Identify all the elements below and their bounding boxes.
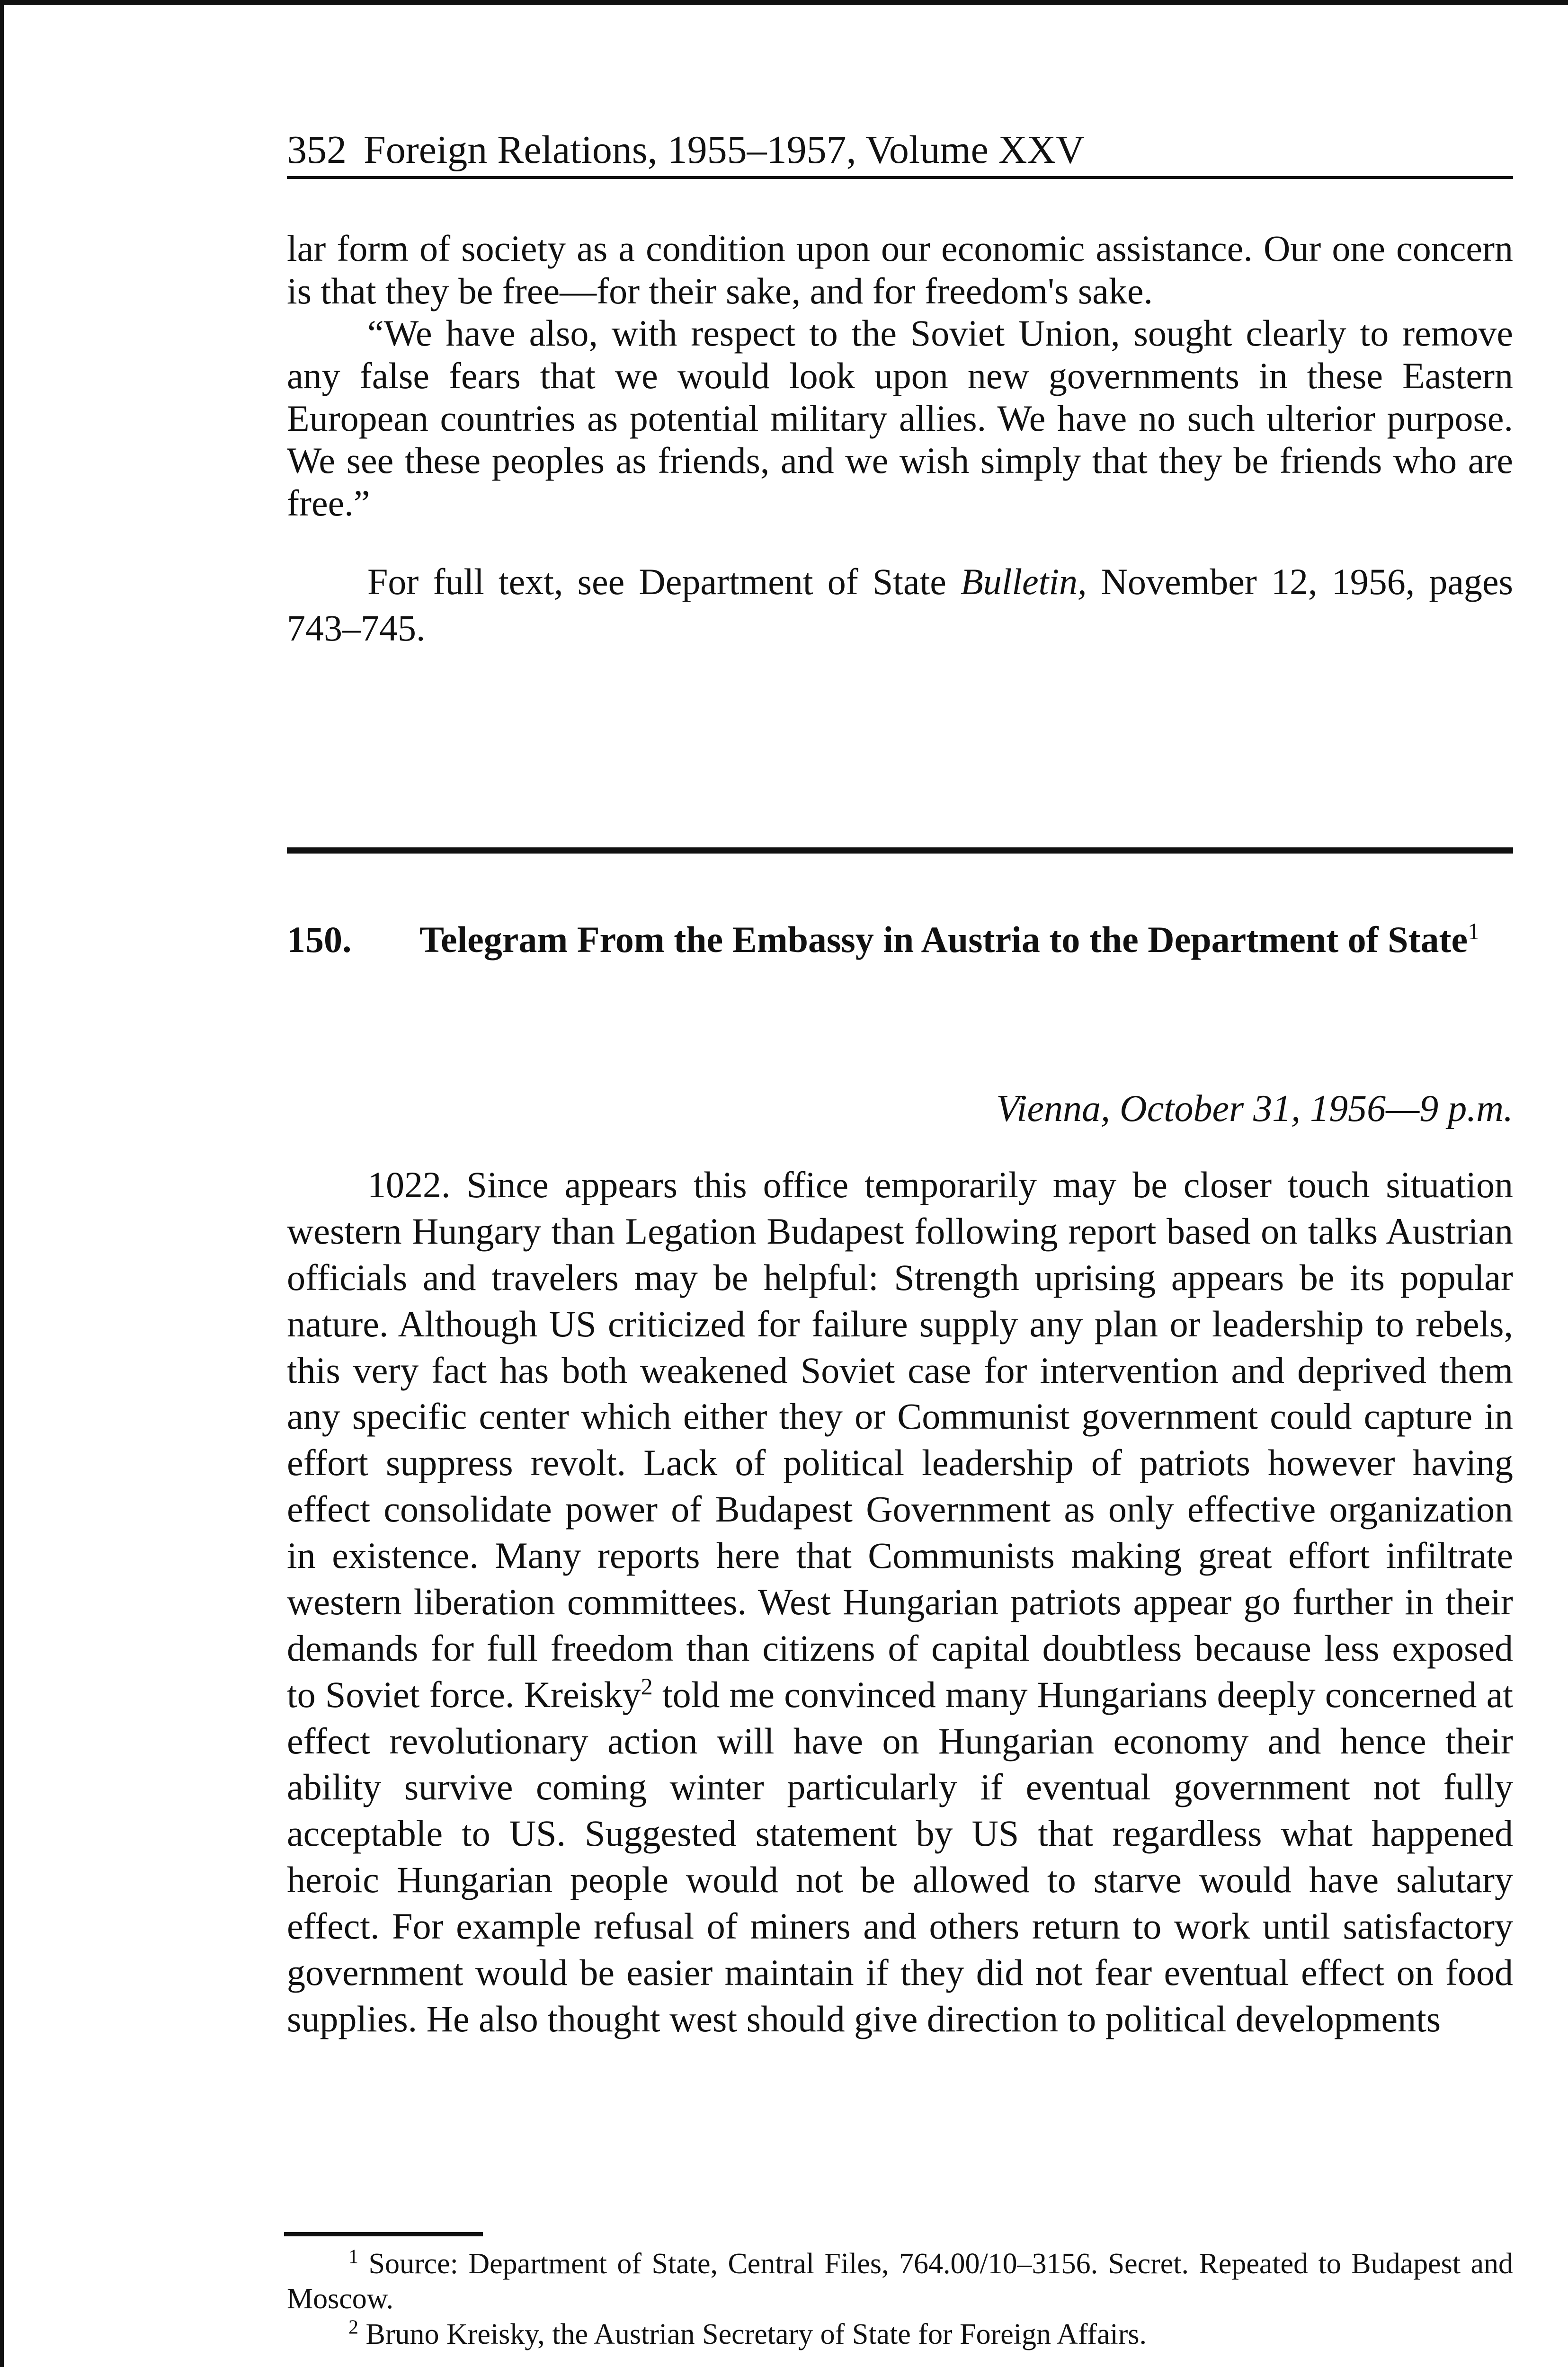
telegram-paragraph (287, 1162, 1513, 2042)
source-note-suffix: November 12, 1956, pages 743–745. (287, 561, 1513, 649)
footnote-ref-1: 1 (1468, 918, 1480, 944)
scan-border-top (0, 0, 1568, 5)
footnote-1 (287, 2246, 1513, 2317)
telegram-text-part-1: 1022. Since appears this office temporarily may be closer touch situation western Hungary than Legation Budapest following report based on talks Austrian officials and travelers may be helpful: Strength uprising appears be its popular nature. Although US criticized for failure supply any plan or leadership to rebels, this very fact has both weakened Soviet case for intervention and deprived them any specific center which either they or Communist government could capture in effort suppress revolt. Lack of political leadership of patriots however having effect consolidate power of Budapest Government as only effective organization in existence. Many reports here that Communists making great effort infiltrate western liberation committees. West Hungarian patriots appear go further in their demands for full freedom than citizens of capital doubtless because less exposed to Soviet force. Kreisky (287, 1164, 1513, 1715)
telegram-text-part-2: told me convinced many Hungarians deeply concerned at effect revolutionary action will have on Hungarian economy and hence their ability survive coming winter particularly if eventual government not fully acceptable to US. Suggested statement by US that regardless what happened heroic Hungarian people would not be allowed to starve would have salutary effect. For example refusal of miners and others return to work until satisfactory government would be easier maintain if they did not fear eventual effect on food supplies. He also thought west should give direction to political developments (287, 1673, 1513, 2039)
footnote-2 (287, 2317, 1513, 2352)
dateline: Vienna, October 31, 1956—9 p.m. (996, 1088, 1513, 1130)
section-divider (287, 847, 1513, 854)
telegram-body (287, 1162, 1513, 2042)
previous-document-text (287, 227, 1513, 651)
footnotes (287, 2246, 1513, 2352)
footnote-marker: 2 (348, 2316, 358, 2339)
series-title: Foreign Relations, 1955–1957, Volume XXV (364, 128, 1085, 172)
page-number: 352 (287, 128, 347, 172)
document-number: 150. (287, 919, 352, 960)
paragraph: “We have also, with respect to the Soviet Union, sought clearly to remove any false fears that we would look upon new governments in these Eastern European countries as potential military allies. We have no such ulterior purpose. We see these peoples as friends, and we wish simply that they be friends who are free.” (287, 312, 1513, 524)
source-note-prefix: For full text, see Department of State (367, 561, 961, 602)
scan-border-left (0, 0, 4, 2367)
footnote-rule (284, 2232, 483, 2236)
document-title (419, 917, 1513, 962)
footnote-text: Bruno Kreisky, the Austrian Secretary of State for Foreign Affairs. (365, 2318, 1147, 2350)
source-note-publication: Bulletin, (961, 561, 1087, 602)
footnote-marker: 1 (348, 2246, 358, 2268)
document-title-text: Telegram From the Embassy in Austria to the Department of State (419, 919, 1468, 960)
footnote-text: Source: Department of State, Central Files, 764.00/10–3156. Secret. Repeated to Budapest and Moscow. (287, 2248, 1513, 2315)
source-note (287, 559, 1513, 652)
footnote-ref-2: 2 (641, 1673, 653, 1700)
running-head (287, 124, 1513, 179)
paragraph: lar form of society as a condition upon our economic assistance. Our one concern is that they be free—for their sake, and for freedom's sake. (287, 228, 1513, 311)
